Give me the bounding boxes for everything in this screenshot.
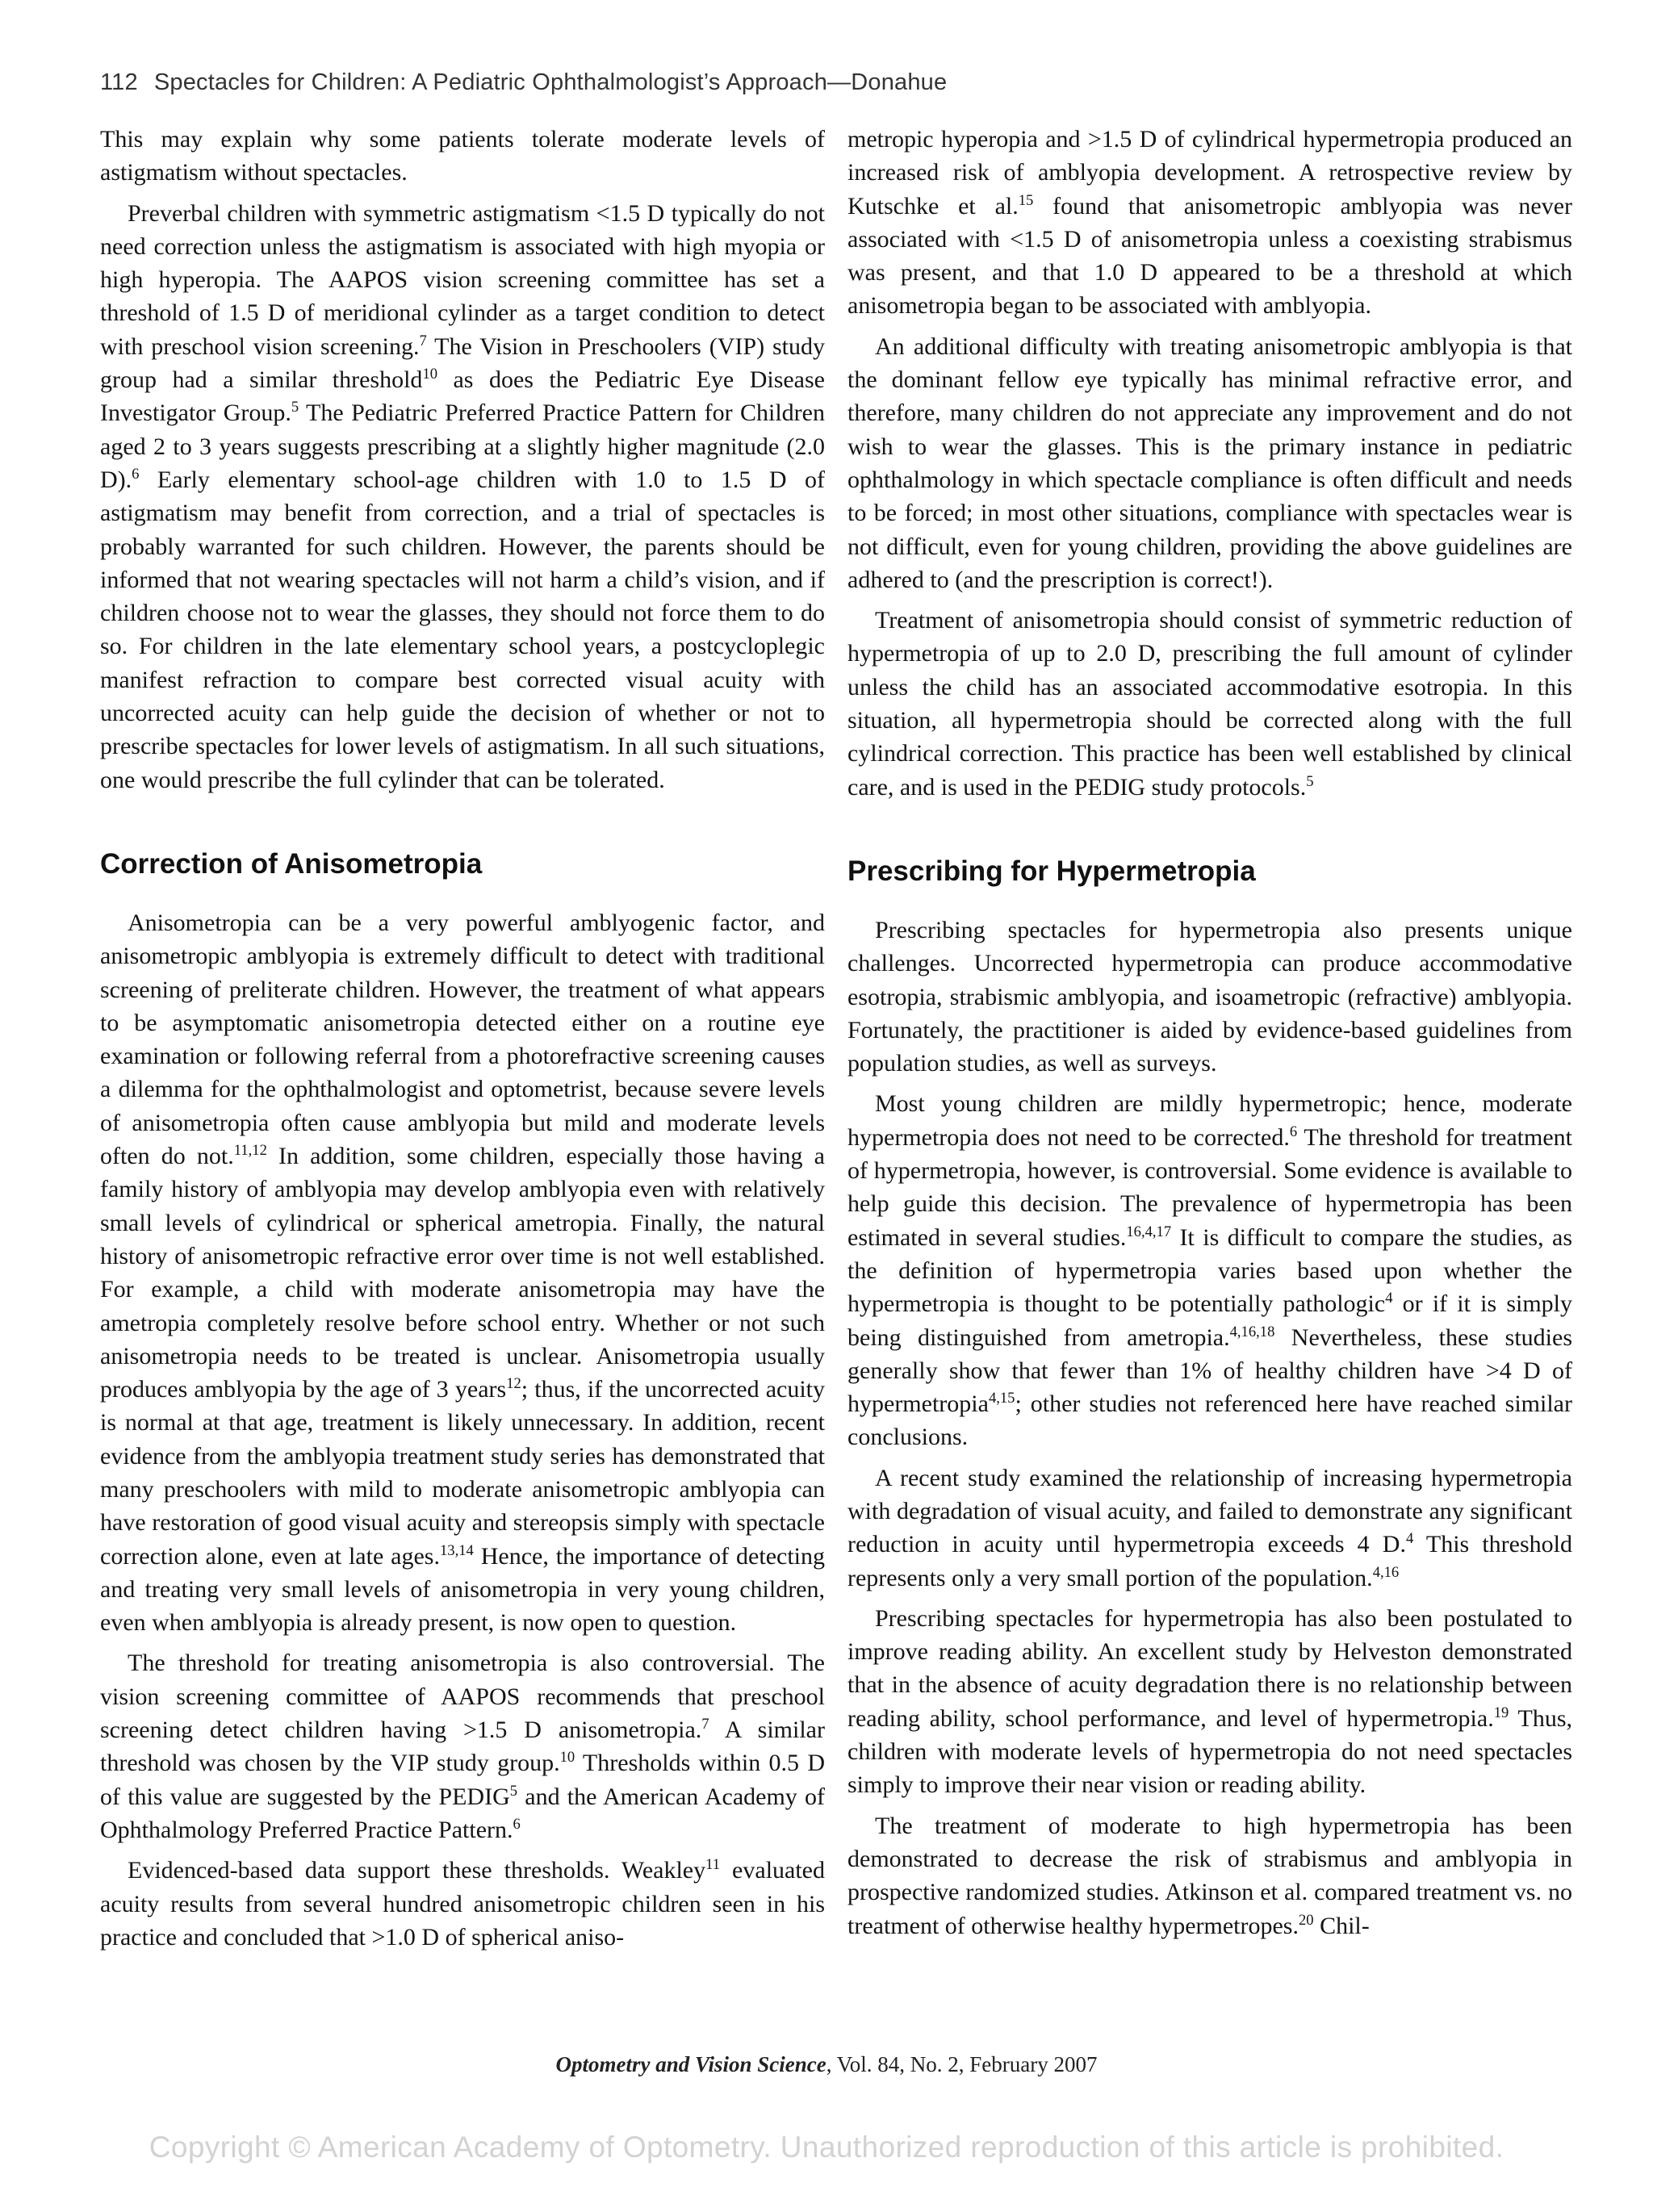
- citation-superscript: 4: [1385, 1290, 1393, 1307]
- left-intro-paragraphs: [100, 123, 825, 797]
- citation-superscript: 10: [422, 366, 438, 383]
- body-paragraph: Anisometropia can be a very powerful amblyogenic factor, and anisometropic amblyopia is extremely difficult to detect with traditional screening of preliterate children. However, the treatment of what appears to be asymptomatic anisometropia detected either on a routine eye examination or following referral from a photorefractive screening causes a dilemma for the ophthalmologist and optometrist, because severe levels of anisometropia often cause amblyopia but mild and moderate levels often do not.$^{11,12}$ In addition, some children, especially those having a family history of amblyopia may develop amblyopia even with relatively small levels of cylindrical or spherical ametropia. Finally, the natural history of anisometropic refractive error over time is not well established. For example, a child with moderate anisometropia may have the ametropia completely resolve before school entry. Whether or not such anisometropia needs to be treated is unclear. Anisometropia usually produces amblyopia by the age of 3 years$^{12}$; thus, if the uncorrected acuity is normal at that age, treatment is likely unnecessary. In addition, recent evidence from the amblyopia treatment study series has demonstrated that many preschoolers with mild to moderate anisometropic amblyopia can have restoration of good visual acuity and stereopsis simply with spectacle correction alone, even at late ages.$^{13,14}$ Hence, the importance of detecting and treating very small levels of anisometropia in very young children, even when amblyopia is already present, is now open to question.: [100, 909, 825, 1637]
- journal-issue: , Vol. 84, No. 2, February 2007: [826, 2052, 1098, 2076]
- body-paragraph: A recent study examined the relationship of increasing hypermetropia with degradation of visual acuity, and failed to demonstrate any significant reduction in acuity until hypermetropia exceeds 4 D.$^4$ This threshold represents only a very small portion of the population.$^{4,16}$: [847, 1464, 1572, 1591]
- journal-name: Optometry and Vision Science: [555, 2052, 826, 2076]
- journal-footer: [0, 2052, 1653, 2077]
- running-header: [100, 69, 947, 96]
- body-paragraph: metropic hyperopia and >1.5 D of cylindrical hypermetropia produced an increased risk of amblyopia development. A retrospective review by Kutschke et al.$^{15}$ found that anisometropic amblyopia was never associated with <1.5 D of anisometropia unless a coexisting strabismus was present, and that 1.0 D appeared to be a threshold at which anisometropia began to be associated with amblyopia.: [847, 126, 1573, 320]
- body-paragraph: Prescribing spectacles for hypermetropia also presents unique challenges. Uncorrected hypermetropia can produce accommodative esotropia, strabismic amblyopia, and isoametropic (refractive) amblyopia. Fortunately, the practitioner is aided by evidence-based guidelines from population studies, as well as surveys.: [847, 916, 1572, 1077]
- body-paragraph: An additional difficulty with treating anisometropic amblyopia is that the dominant fellow eye typically has minimal refractive error, and therefore, many children do not appreciate any improvement and do not wish to wear the glasses. This is the primary instance in pediatric ophthalmology in which spectacle compliance is often difficult and needs to be forced; in most other situations, compliance with spectacles wear is not difficult, even for young children, providing the above guidelines are adhered to (and the prescription is correct!).: [847, 332, 1572, 593]
- citation-superscript: 7: [701, 1716, 709, 1733]
- section-heading-anisometropia: Correction of Anisometropia: [100, 847, 483, 880]
- body-paragraph: The threshold for treating anisometropia is also controversial. The vision screening committee of AAPOS recommends that preschool screening detect children having >1.5 D anisometropia.$^7$ A similar threshold was chosen by the VIP study group.$^{10}$ Thresholds within 0.5 D of this value are suggested by the PEDIG$^5$ and the American Academy of Ophthalmology Preferred Practice Pattern.$^6$: [100, 1650, 825, 1843]
- citation-superscript: 6: [1289, 1123, 1298, 1140]
- body-paragraph: Evidenced-based data support these thresholds. Weakley$^{11}$ evaluated acuity results from several hundred anisometropic children seen in his practice and concluded that >1.0 D of spherical aniso-: [100, 1856, 825, 1951]
- citation-superscript: 16,4,17: [1126, 1223, 1172, 1240]
- right-intro-paragraphs: [847, 123, 1572, 804]
- citation-superscript: 20: [1298, 1911, 1314, 1929]
- citation-superscript: 11,12: [233, 1142, 267, 1160]
- right-column: [847, 123, 1572, 1950]
- anisometropia-paragraphs: [100, 906, 825, 1954]
- citation-superscript: 10: [559, 1749, 575, 1767]
- page-number: 112: [100, 69, 138, 95]
- citation-superscript: 5: [509, 1782, 518, 1800]
- citation-superscript: 19: [1493, 1704, 1509, 1721]
- citation-superscript: 11: [705, 1856, 721, 1874]
- citation-superscript: 4,16,18: [1229, 1323, 1275, 1340]
- section-heading-hypermetropia: Prescribing for Hypermetropia: [847, 855, 1256, 887]
- citation-superscript: 7: [419, 332, 427, 349]
- copyright-watermark: Copyright © American Academy of Optometry. Unauthorized reproduction of this article is prohibited.: [149, 2130, 1504, 2164]
- citation-superscript: 4,16: [1372, 1563, 1400, 1581]
- citation-superscript: 4,15: [988, 1390, 1015, 1407]
- hypermetropia-paragraphs: [847, 914, 1572, 1942]
- left-column: [100, 123, 825, 1961]
- citation-superscript: 15: [1018, 191, 1034, 209]
- citation-superscript: 12: [506, 1375, 521, 1393]
- body-paragraph: Treatment of anisometropia should consist of symmetric reduction of hypermetropia of up to 2.0 D, prescribing the full amount of cylinder unless the child has an associated accommodative esotropia. In this situation, all hypermetropia should be corrected along with the full cylindrical correction. This practice has been well established by clinical care, and is used in the PEDIG study protocols.$^5$: [847, 607, 1572, 801]
- body-paragraph: Prescribing spectacles for hypermetropia has also been postulated to improve reading ability. An excellent study by Helveston demonstrated that in the absence of acuity degradation there is no relationship between reading ability, school performance, and level of hypermetropia.$^{19}$ Thus, children with moderate levels of hypermetropia do not need spectacles simply to improve their near vision or reading ability.: [847, 1604, 1573, 1799]
- body-paragraph: This may explain why some patients tolerate moderate levels of astigmatism without spectacles.: [100, 126, 825, 186]
- body-paragraph: Preverbal children with symmetric astigmatism <1.5 D typically do not need correction unless the astigmatism is associated with high myopia or high hyperopia. The AAPOS vision screening committee has set a threshold of 1.5 D of meridional cylinder as a target condition to detect with preschool vision screening.$^7$ The Vision in Preschoolers (VIP) study group had a similar threshold$^{10}$ as does the Pediatric Eye Disease Investigator Group.$^5$ The Pediatric Preferred Practice Pattern for Children aged 2 to 3 years suggests prescribing at a slightly higher magnitude (2.0 D).$^6$ Early elementary school-age children with 1.0 to 1.5 D of astigmatism may benefit from correction, and a trial of spectacles is probably warranted for such children. However, the parents should be informed that not wearing spectacles will not harm a child’s vision, and if children choose not to wear the glasses, they should not force them to do so. For children in the late elementary school years, a postcycloplegic manifest refraction to compare best corrected visual acuity with uncorrected acuity can help guide the decision of whether or not to prescribe spectacles for lower levels of astigmatism. In all such situations, one would prescribe the full cylinder that can be tolerated.: [100, 199, 825, 793]
- citation-superscript: 4: [1405, 1530, 1414, 1548]
- body-paragraph: The treatment of moderate to high hypermetropia has been demonstrated to decrease the risk of strabismus and amblyopia in prospective randomized studies. Atkinson et al. compared treatment vs. no treatment of otherwise healthy hypermetropes.$^{20}$ Chil-: [847, 1812, 1572, 1939]
- citation-superscript: 5: [291, 399, 299, 416]
- citation-superscript: 13,14: [439, 1541, 474, 1559]
- body-paragraph: Most young children are mildly hypermetropic; hence, moderate hypermetropia does not need to be corrected.$^6$ The threshold for treatment of hypermetropia, however, is controversial. Some evidence is available to help guide this decision. The prevalence of hypermetropia has been estimated in several studies.$^{16,4,17}$ It is difficult to compare the studies, as the definition of hypermetropia varies based upon whether the hypermetropia is thought to be potentially pathologic$^4$ or if it is simply being distinguished from ametropia.$^{4,16,18}$ Nevertheless, these studies generally show that fewer than 1% of healthy children have >4 D of hypermetropia$^{4,15}$; other studies not referenced here have reached similar conclusions.: [847, 1090, 1572, 1451]
- citation-superscript: 5: [1306, 772, 1314, 790]
- citation-superscript: 6: [132, 465, 140, 483]
- citation-superscript: 6: [513, 1815, 521, 1833]
- running-title: Spectacles for Children: A Pediatric Ophthalmologist’s Approach—Donahue: [153, 69, 948, 95]
